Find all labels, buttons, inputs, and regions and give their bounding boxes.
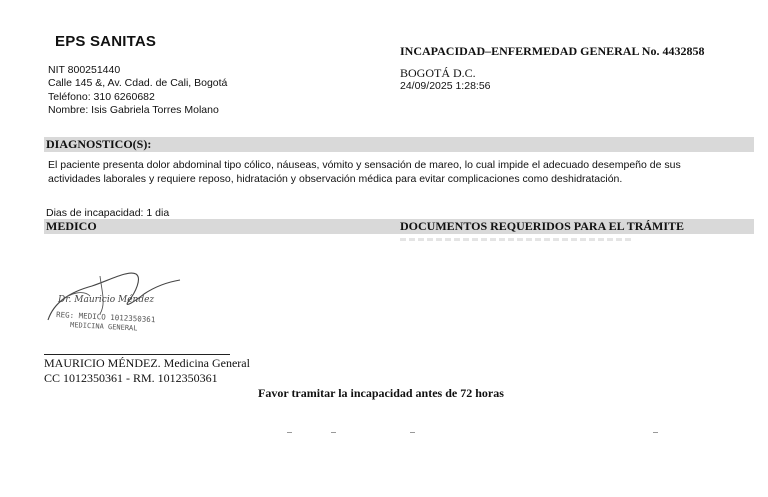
diagnosis-header-bar	[44, 137, 754, 152]
signature-line	[44, 354, 230, 355]
company-phone: Teléfono: 310 6260682	[48, 91, 155, 103]
required-documents-heading: DOCUMENTOS REQUERIDOS PARA EL TRÁMITE	[400, 219, 685, 233]
company-address: Calle 145 &, Av. Cdad. de Cali, Bogotá	[48, 77, 228, 89]
signature-script: Dr. Mauricio Méndez	[58, 295, 155, 305]
document-city: BOGOTÁ D.C.	[400, 66, 476, 80]
dot-mark	[653, 432, 658, 433]
company-nit: NIT 800251440	[48, 64, 121, 76]
medico-heading: MEDICO	[46, 219, 97, 233]
dot-mark	[331, 432, 336, 433]
patient-name: Nombre: Isis Gabriela Torres Molano	[48, 104, 219, 116]
notice-text: Favor tramitar la incapacidad antes de 72 horas	[258, 386, 504, 400]
doctor-signature-stamp	[40, 262, 200, 342]
dot-mark	[410, 432, 415, 433]
document-title: INCAPACIDAD–ENFERMEDAD GENERAL No. 4432858	[400, 44, 705, 58]
faint-text-remnant	[400, 238, 632, 241]
incapacity-days: Dias de incapacidad: 1 dia	[46, 207, 170, 219]
doctor-id: CC 1012350361 - RM. 1012350361	[44, 371, 218, 385]
stamp-line-1: REG: MEDICO 1012350361	[55, 310, 156, 325]
dot-mark	[287, 432, 292, 433]
diagnosis-text: El paciente presenta dolor abdominal tipo cólico, náuseas, vómito y sensación de mareo, lo cual impide el adecuado desempeño de sus actividades laborales y requiere reposo, hidratación y observación médica para evitar complicaciones como deshidratación.	[48, 159, 681, 185]
diagnosis-heading: DIAGNOSTICO(S):	[46, 137, 152, 151]
document-datetime: 24/09/2025 1:28:56	[400, 80, 491, 92]
doctor-name: MAURICIO MÉNDEZ. Medicina General	[44, 356, 250, 370]
stamp-line-2: MEDICINA GENERAL	[69, 321, 138, 333]
company-name: EPS SANITAS	[55, 33, 157, 50]
